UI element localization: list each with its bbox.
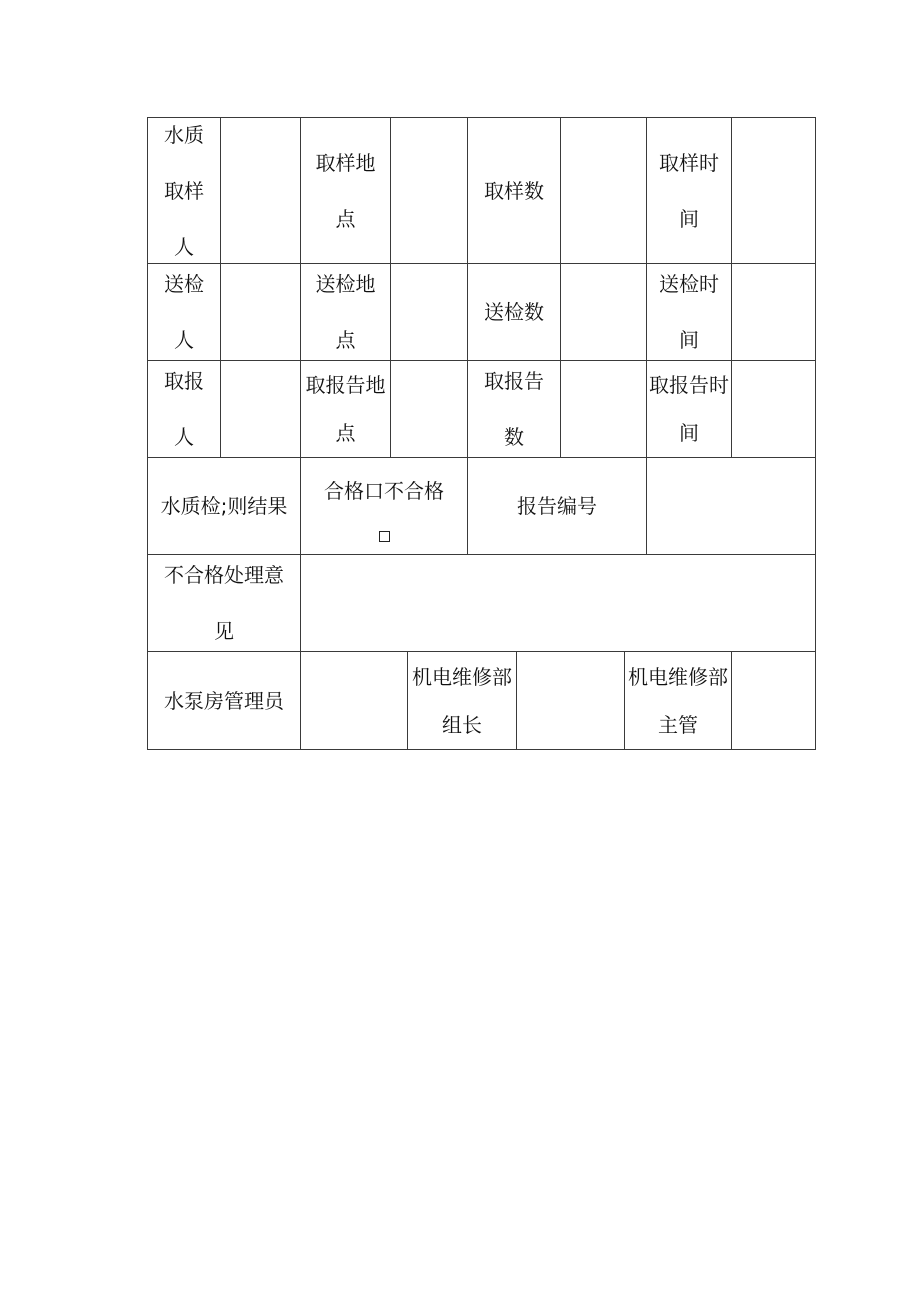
sample-count-value-cell[interactable] [560, 117, 647, 264]
report-location-label: 取报告地 点 [305, 373, 386, 445]
send-time-label: 送检时 间 [659, 272, 719, 352]
pump-room-admin-label: 水泵房管理员 [164, 688, 284, 713]
sample-count-label-cell [467, 117, 561, 264]
report-number-value-cell[interactable] [646, 457, 816, 555]
report-count-label-cell [467, 360, 561, 458]
pump-room-admin-label-cell [147, 651, 301, 750]
send-count-label: 送检数 [484, 300, 544, 324]
report-time-label-cell [646, 360, 732, 458]
supervisor-label-cell [624, 651, 732, 750]
receiver-label: 取报 人 [164, 369, 204, 449]
sample-count-label: 取样数 [484, 178, 544, 203]
pump-room-admin-value-cell[interactable] [300, 651, 408, 750]
fail-checkbox-icon[interactable] [379, 531, 390, 542]
send-location-label: 送检地 点 [315, 272, 376, 352]
sender-value-cell[interactable] [220, 263, 301, 361]
test-result-label: 水质检;则结果 [160, 494, 288, 518]
report-number-label-cell [467, 457, 647, 555]
sample-location-label-cell [300, 117, 391, 264]
team-leader-label: 机电维修部 组长 [412, 664, 512, 737]
sample-location-label: 取样地 点 [315, 150, 376, 231]
send-time-label-cell [646, 263, 732, 361]
sender-label: 送检 人 [164, 272, 204, 352]
sample-time-value-cell[interactable] [731, 117, 816, 264]
team-leader-value-cell[interactable] [516, 651, 625, 750]
supervisor-label: 机电维修部 主管 [628, 664, 728, 737]
disposal-opinion-label-cell [147, 554, 301, 652]
supervisor-value-cell[interactable] [731, 651, 816, 750]
disposal-opinion-value-cell[interactable] [300, 554, 816, 652]
report-count-value-cell[interactable] [560, 360, 647, 458]
send-location-label-cell [300, 263, 391, 361]
report-count-label: 取报告 数 [484, 369, 544, 449]
test-result-label-cell [147, 457, 301, 555]
sender-label-cell [147, 263, 221, 361]
team-leader-label-cell [407, 651, 517, 750]
report-location-label-cell [300, 360, 391, 458]
pass-fail-text: 合格口不合格 [324, 479, 444, 503]
report-time-label: 取报告时 间 [649, 373, 729, 445]
sampler-label: 水质 取样 人 [164, 122, 204, 259]
sampler-label-cell [147, 117, 221, 264]
receiver-value-cell[interactable] [220, 360, 301, 458]
sample-location-value-cell[interactable] [390, 117, 468, 264]
report-number-label: 报告编号 [517, 494, 597, 518]
report-location-value-cell[interactable] [390, 360, 468, 458]
pass-fail-cell[interactable] [300, 457, 468, 555]
sampler-value-cell[interactable] [220, 117, 301, 264]
receiver-label-cell [147, 360, 221, 458]
send-count-value-cell[interactable] [560, 263, 647, 361]
send-count-label-cell [467, 263, 561, 361]
disposal-opinion-label: 不合格处理意 见 [164, 563, 284, 643]
send-time-value-cell[interactable] [731, 263, 816, 361]
sample-time-label: 取样时 间 [659, 150, 719, 231]
sample-time-label-cell [646, 117, 732, 264]
send-location-value-cell[interactable] [390, 263, 468, 361]
water-quality-form-table [147, 117, 816, 750]
report-time-value-cell[interactable] [731, 360, 816, 458]
